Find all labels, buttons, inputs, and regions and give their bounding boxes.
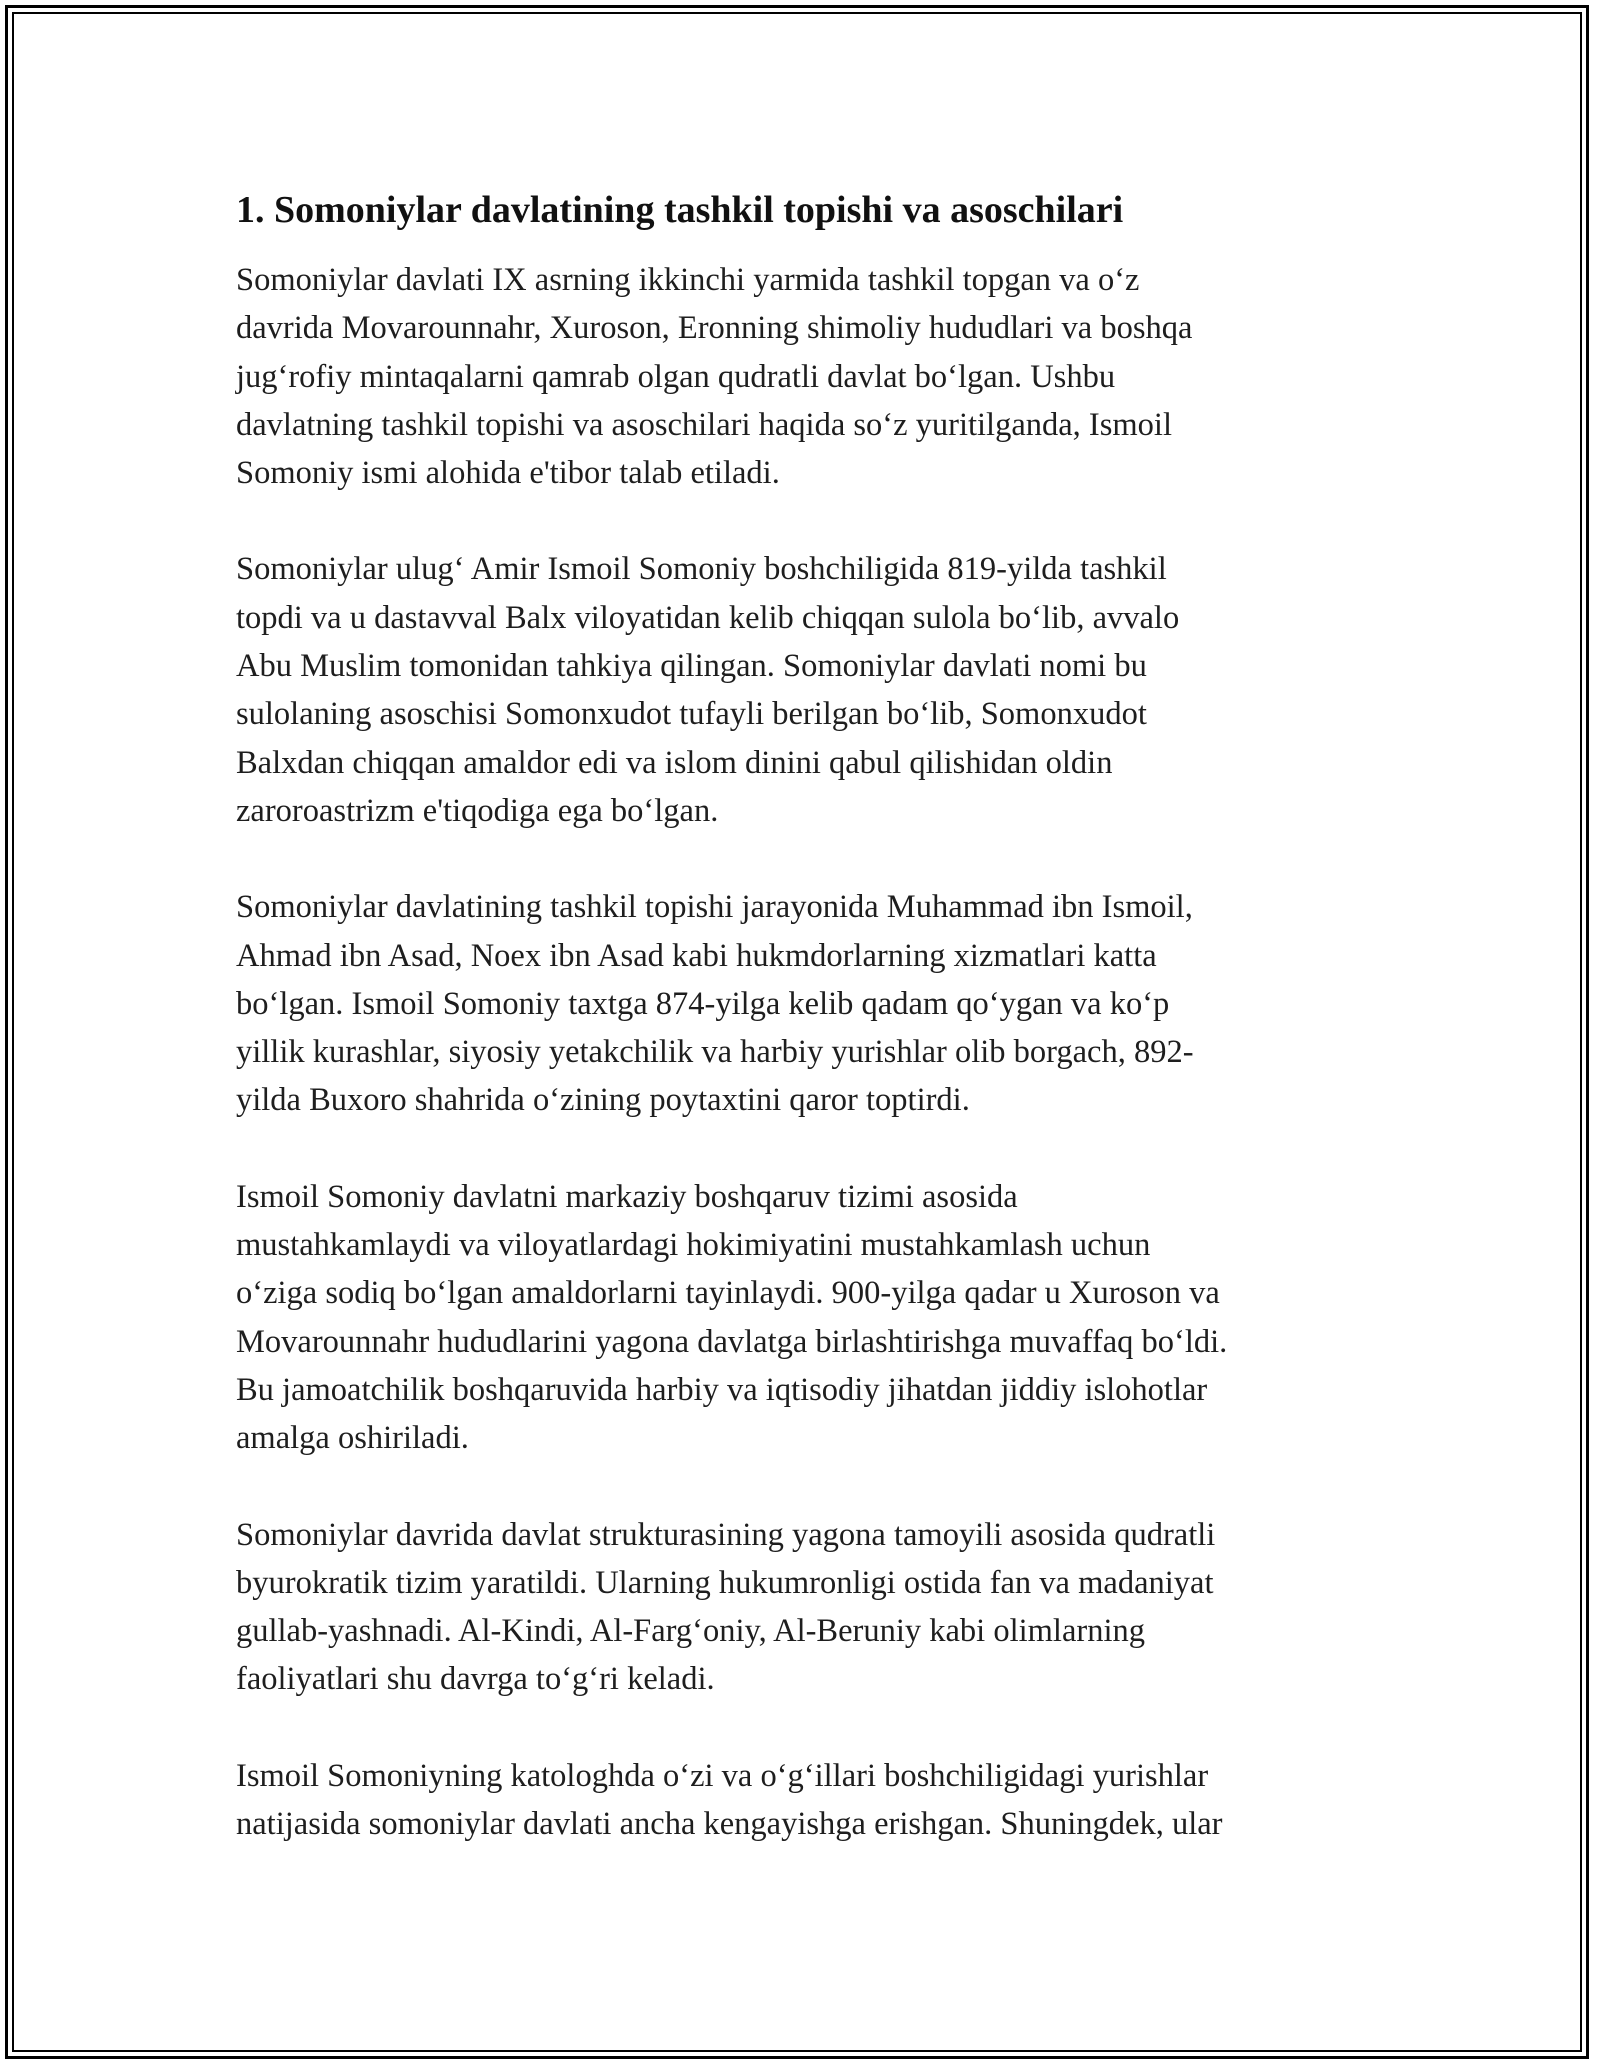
section-heading: 1. Somoniylar davlatining tashkil topishi va asoschilari <box>236 189 1124 231</box>
paragraph-dynasty-origin: Somoniylar ulug‘ Amir Ismoil Somoniy boshchiligida 819-yilda tashkil topdi va u dastavval Balx viloyatidan kelib chiqqan sulola bo‘lib, avvalo Abu Muslim tomonidan tahkiya qilingan. Somoniylar davlati nomi bu sulolaning asoschisi Somonxudot tufayli berilgan bo‘lib, Somonxudot Balxdan chiqqan amaldor edi va islom dinini qabul qilishidan oldin zaroroastrizm e'tiqodiga ega bo‘lgan. <box>236 551 1180 829</box>
paragraph-founding-overview: Somoniylar davlati IX asrning ikkinchi yarmida tashkil topgan va o‘z davrida Movarounnahr, Xuroson, Eronning shimoliy hududlari va boshqa jug‘rofiy mintaqalarni qamrab olgan qudratli davlat bo‘lgan. Ushbu davlatning tashkil topishi va asoschilari haqida so‘z yuritilganda, Ismoil Somoniy ismi alohida e'tibor talab etiladi. <box>236 262 1193 492</box>
paragraph-centralization: Ismoil Somoniy davlatni markaziy boshqaruv tizimi asosida mustahkamlaydi va viloyatlardagi hokimiyatini mustahkamlash uchun o‘ziga sodiq bo‘lgan amaldorlarni tayinlaydi. 900-yilga qadar u Xuroson va Movarounnahr hududlarini yagona davlatga birlashtirishga muvaffaq bo‘ldi. Bu jamoatchilik boshqaruvida harbiy va iqtisodiy jihatdan jiddiy islohotlar amalga oshiriladi. <box>236 1178 1228 1457</box>
paragraph-culture-science: Somoniylar davrida davlat strukturasining yagona tamoyili asosida qudratli byurokratik tizim yaratildi. Ularning hukumronligi ostida fan va madaniyat gullab-yashnadi. Al-Kindi, Al-Farg‘oniy, Al-Beruniy kabi olimlarning faoliyatlari shu davrga to‘g‘ri keladi. <box>236 1516 1216 1698</box>
paragraph-early-rulers: Somoniylar davlatining tashkil topishi jarayonida Muhammad ibn Ismoil, Ahmad ibn Asad, Noex ibn Asad kabi hukmdorlarning xizmatlari katta bo‘lgan. Ismoil Somoniy taxtga 874-yilga kelib qadam qo‘ygan va ko‘p yillik kurashlar, siyosiy yetakchilik va harbiy yurishlar olib borgach, 892- yilda Buxoro shahrida o‘zining poytaxtini qaror toptirdi. <box>236 889 1194 1119</box>
paragraph-expansion: Ismoil Somoniyning katologhda o‘zi va o‘g‘illari boshchiligidagi yurishlar natijasida somoniylar davlati ancha kengayishga erishgan. Shuningdek, ular <box>236 1757 1223 1843</box>
document-body <box>236 186 1366 1896</box>
